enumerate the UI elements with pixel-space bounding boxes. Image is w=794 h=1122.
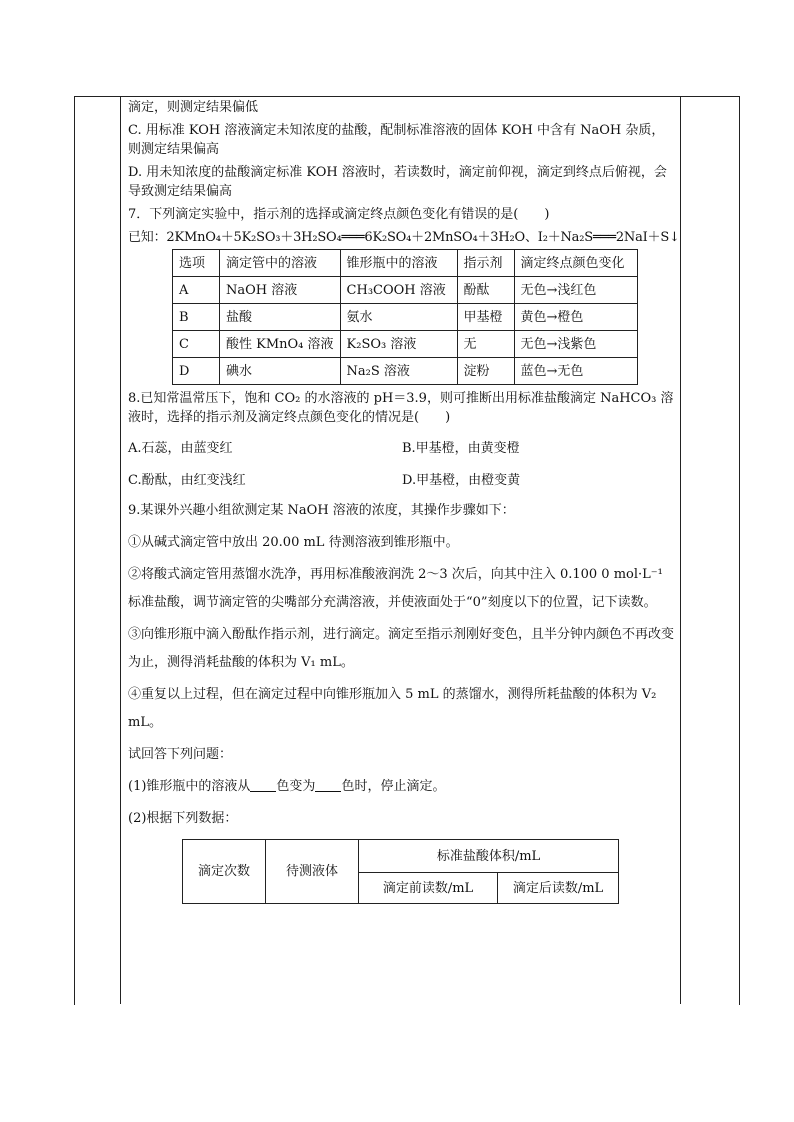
table-cell: 氨水 — [340, 304, 457, 331]
table-cell: D — [173, 358, 220, 385]
q9-step-2: ②将酸式滴定管用蒸馏水洗净，再用标准酸液润洗 2～3 次后，向其中注入 0.100 0 mol·L⁻¹ 标准盐酸，调节滴定管的尖嘴部分充满溶液，并使液面处于“0”刻度以下的位置，记下读数。 — [128, 567, 663, 610]
table-cell: 无 — [457, 331, 514, 358]
table-cell: B — [173, 304, 220, 331]
table-header-row — [173, 250, 638, 277]
table-row — [173, 304, 638, 331]
q8-stem: 8.已知常温常压下，饱和 CO₂ 的水溶液的 pH＝3.9，则可推断出用标准盐酸滴定 NaHCO₃ 溶液时，选择的指示剂及滴定终点颜色变化的情况是( ) — [128, 391, 674, 425]
table-cell: 无色→浅红色 — [514, 277, 637, 304]
q8-options-row-1 — [128, 439, 676, 459]
table-cell: 酸性 KMnO₄ 溶液 — [220, 331, 341, 358]
table-header: 滴定后读数/mL — [498, 873, 619, 904]
table-header: 标准盐酸体积/mL — [359, 840, 619, 873]
q7-known-equations: 已知：2KMnO₄＋5K₂SO₃＋3H₂SO₄═══6K₂SO₄＋2MnSO₄＋3H₂O、I₂＋Na₂S═══2NaI＋S↓ — [128, 230, 680, 245]
q9-sub-1 — [128, 773, 676, 801]
q9-sub-1-part-a: (1)锥形瓶中的溶液从 — [128, 779, 251, 794]
q6-line-a: 滴定，则测定结果偏低 — [128, 100, 259, 115]
table-cell: CH₃COOH 溶液 — [340, 277, 457, 304]
answer-blank[interactable] — [250, 778, 276, 792]
table-cell: 淀粉 — [457, 358, 514, 385]
table-cell: 蓝色→无色 — [514, 358, 637, 385]
table-header: 待测液体 — [266, 840, 359, 904]
table-row — [173, 358, 638, 385]
q8-option-a: A.石蕊，由蓝变红 — [128, 441, 233, 456]
table-cell: A — [173, 277, 220, 304]
q9-step-3: ③向锥形瓶中滴入酚酞作指示剂，进行滴定。滴定至指示剂刚好变色，且半分钟内颜色不再改变为止，测得消耗盐酸的体积为 V₁ mL。 — [128, 627, 675, 670]
table-cell: 碘水 — [220, 358, 341, 385]
q9-sub-1-part-c: 色时，停止滴定。 — [341, 779, 446, 794]
table-cell: K₂SO₃ 溶液 — [340, 331, 457, 358]
table-cell: 酚酞 — [457, 277, 514, 304]
table-cell: 盐酸 — [220, 304, 341, 331]
table-header: 滴定终点颜色变化 — [514, 250, 637, 277]
table-cell: 无色→浅紫色 — [514, 331, 637, 358]
right-column-divider — [680, 96, 681, 1004]
q9-sub-1-part-b: 色变为 — [276, 779, 316, 794]
table-header: 选项 — [173, 250, 220, 277]
q6-option-c: C. 用标准 KOH 溶液滴定未知浓度的盐酸，配制标准溶液的固体 KOH 中含有 NaOH 杂质，则测定结果偏高 — [128, 123, 665, 157]
table-row — [173, 277, 638, 304]
table-cell: 黄色→橙色 — [514, 304, 637, 331]
q9-step-1: ①从碱式滴定管中放出 20.00 mL 待测溶液到锥形瓶中。 — [128, 535, 459, 550]
q9-data-table — [182, 839, 619, 904]
q9-stem: 9.某课外兴趣小组欲测定某 NaOH 溶液的浓度，其操作步骤如下： — [128, 503, 515, 518]
left-column-divider — [120, 96, 121, 1004]
q7-table — [172, 249, 638, 385]
q9-step-4: ④重复以上过程，但在滴定过程中向锥形瓶加入 5 mL 的蒸馏水，测得所耗盐酸的体积为 V₂ mL。 — [128, 687, 657, 730]
answer-blank[interactable] — [315, 778, 341, 792]
table-header: 滴定次数 — [183, 840, 266, 904]
table-header: 指示剂 — [457, 250, 514, 277]
q8-option-d: D.甲基橙，由橙变黄 — [402, 473, 521, 488]
q8-option-c: C.酚酞，由红变浅红 — [128, 473, 246, 488]
table-header: 滴定管中的溶液 — [220, 250, 341, 277]
table-header: 锥形瓶中的溶液 — [340, 250, 457, 277]
table-cell: C — [173, 331, 220, 358]
table-cell: 甲基橙 — [457, 304, 514, 331]
table-header: 滴定前读数/mL — [359, 873, 498, 904]
q8-option-b: B.甲基橙，由黄变橙 — [402, 441, 520, 456]
q6-option-d: D. 用未知浓度的盐酸滴定标准 KOH 溶液时，若读数时，滴定前仰视，滴定到终点后俯视，会导致测定结果偏高 — [128, 165, 667, 199]
q7-stem: 7．下列滴定实验中，指示剂的选择或滴定终点颜色变化有错误的是( ) — [128, 207, 550, 222]
q9-sub-2: (2)根据下列数据： — [128, 811, 238, 826]
document-content — [128, 96, 680, 904]
table-row — [173, 331, 638, 358]
table-cell: Na₂S 溶液 — [340, 358, 457, 385]
q9-prompt: 试回答下列问题： — [128, 747, 233, 762]
table-cell: NaOH 溶液 — [220, 277, 341, 304]
q8-options-row-2 — [128, 471, 676, 491]
